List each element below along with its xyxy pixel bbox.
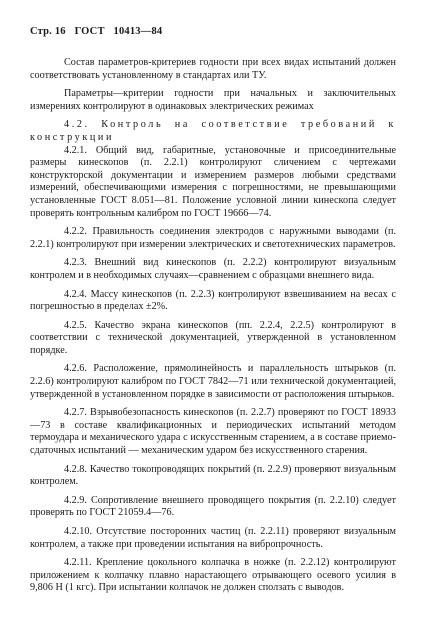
paragraph: 4.2.5. Качество экрана кинескопов (пп. 2.2.4, 2.2.5) контролируют в соответствии с технической документацией, утвержденной в установленном порядке.: [30, 319, 396, 356]
paragraph: 4.2.2. Правильность соединения электродов с наружными выводами (п. 2.2.1) контролируют при измерении электрических и светотехнических параметров.: [30, 226, 396, 250]
document-body: [30, 57, 396, 595]
paragraph: 4.2.8. Качество токопроводящих покрытий (п. 2.2.9) проверяют визуальным контролем.: [30, 463, 396, 488]
paragraph: 4.2.4. Массу кинескопов (п. 2.2.3) контролируют взвешиванием на весах с погрешностью в пределах ±2%.: [30, 288, 396, 313]
paragraph: 4.2.6. Расположение, прямолинейность и параллельность штырьков (п. 2.2.6) контролируют калибром по ГОСТ 7842—71 или технической документацией, утвержденной в установленном порядке в зависимости от расположения штырьков.: [30, 363, 396, 400]
standard-number: 10413—84: [113, 26, 163, 37]
section-heading: 4.2. Контроль на соответствие требований к конструкции: [30, 119, 396, 143]
paragraph: Состав параметров-критериев годности при всех видах испытаний должен соответствовать установленному в стандартах или ТУ.: [30, 57, 396, 81]
paragraph: 4.2.3. Внешний вид кинескопов (п. 2.2.2) контролируют визуальным контролем и в необходимых случаях—сравнением с образцами внешнего вида.: [30, 257, 396, 281]
paragraph: 4.2.7. Взрывобезопасность кинескопов (п. 2.2.7) проверяют по ГОСТ 18933—73 в составе квалификационных и периодических испытаний методом термоудара и механического удара с искусственным старением, а в составе приемо-сдаточных испытаний — механическим ударом без искусственного старения.: [30, 407, 396, 457]
paragraph: 4.2.10. Отсутствие посторонних частиц (п. 2.2.11) проверяют визуальным контролем, а также при проведении испытания на вибропрочность.: [30, 526, 396, 550]
paragraph: Параметры—критерии годности при начальных и заключительных измерениях контролируют в одинаковых электрических режимах: [30, 88, 396, 112]
paragraph: 4.2.9. Сопротивление внешнего проводящего покрытия (п. 2.2.10) следует проверять по ГОСТ 21059.4—76.: [30, 494, 396, 519]
paragraph: 4.2.11. Крепление цокольного колпачка в ножке (п. 2.2.12) контролируют приложением к колпачку плавно нарастающего отрывающего осевого усилия в 9,806 Н (1 кгс). При испытании колпачок не должен сползать с выводов.: [30, 557, 396, 594]
page-number: Стр. 16: [30, 26, 66, 37]
page-header: [30, 25, 396, 39]
paragraph: 4.2.1. Общий вид, габаритные, установочные и присоединительные размеры кинескопов (п. 2.2.1) контролируют сличением с чертежами конструкторской документации и измерением размеров любыми средствами измерений, обеспечивающими измерения с погрешностями, не превышающими установленные ГОСТ 8.051—81. Положение условной линии кинескопа следует проверять контрольным калибром по ГОСТ 19666—74.: [30, 144, 396, 219]
standard-label: ГОСТ: [74, 26, 105, 37]
